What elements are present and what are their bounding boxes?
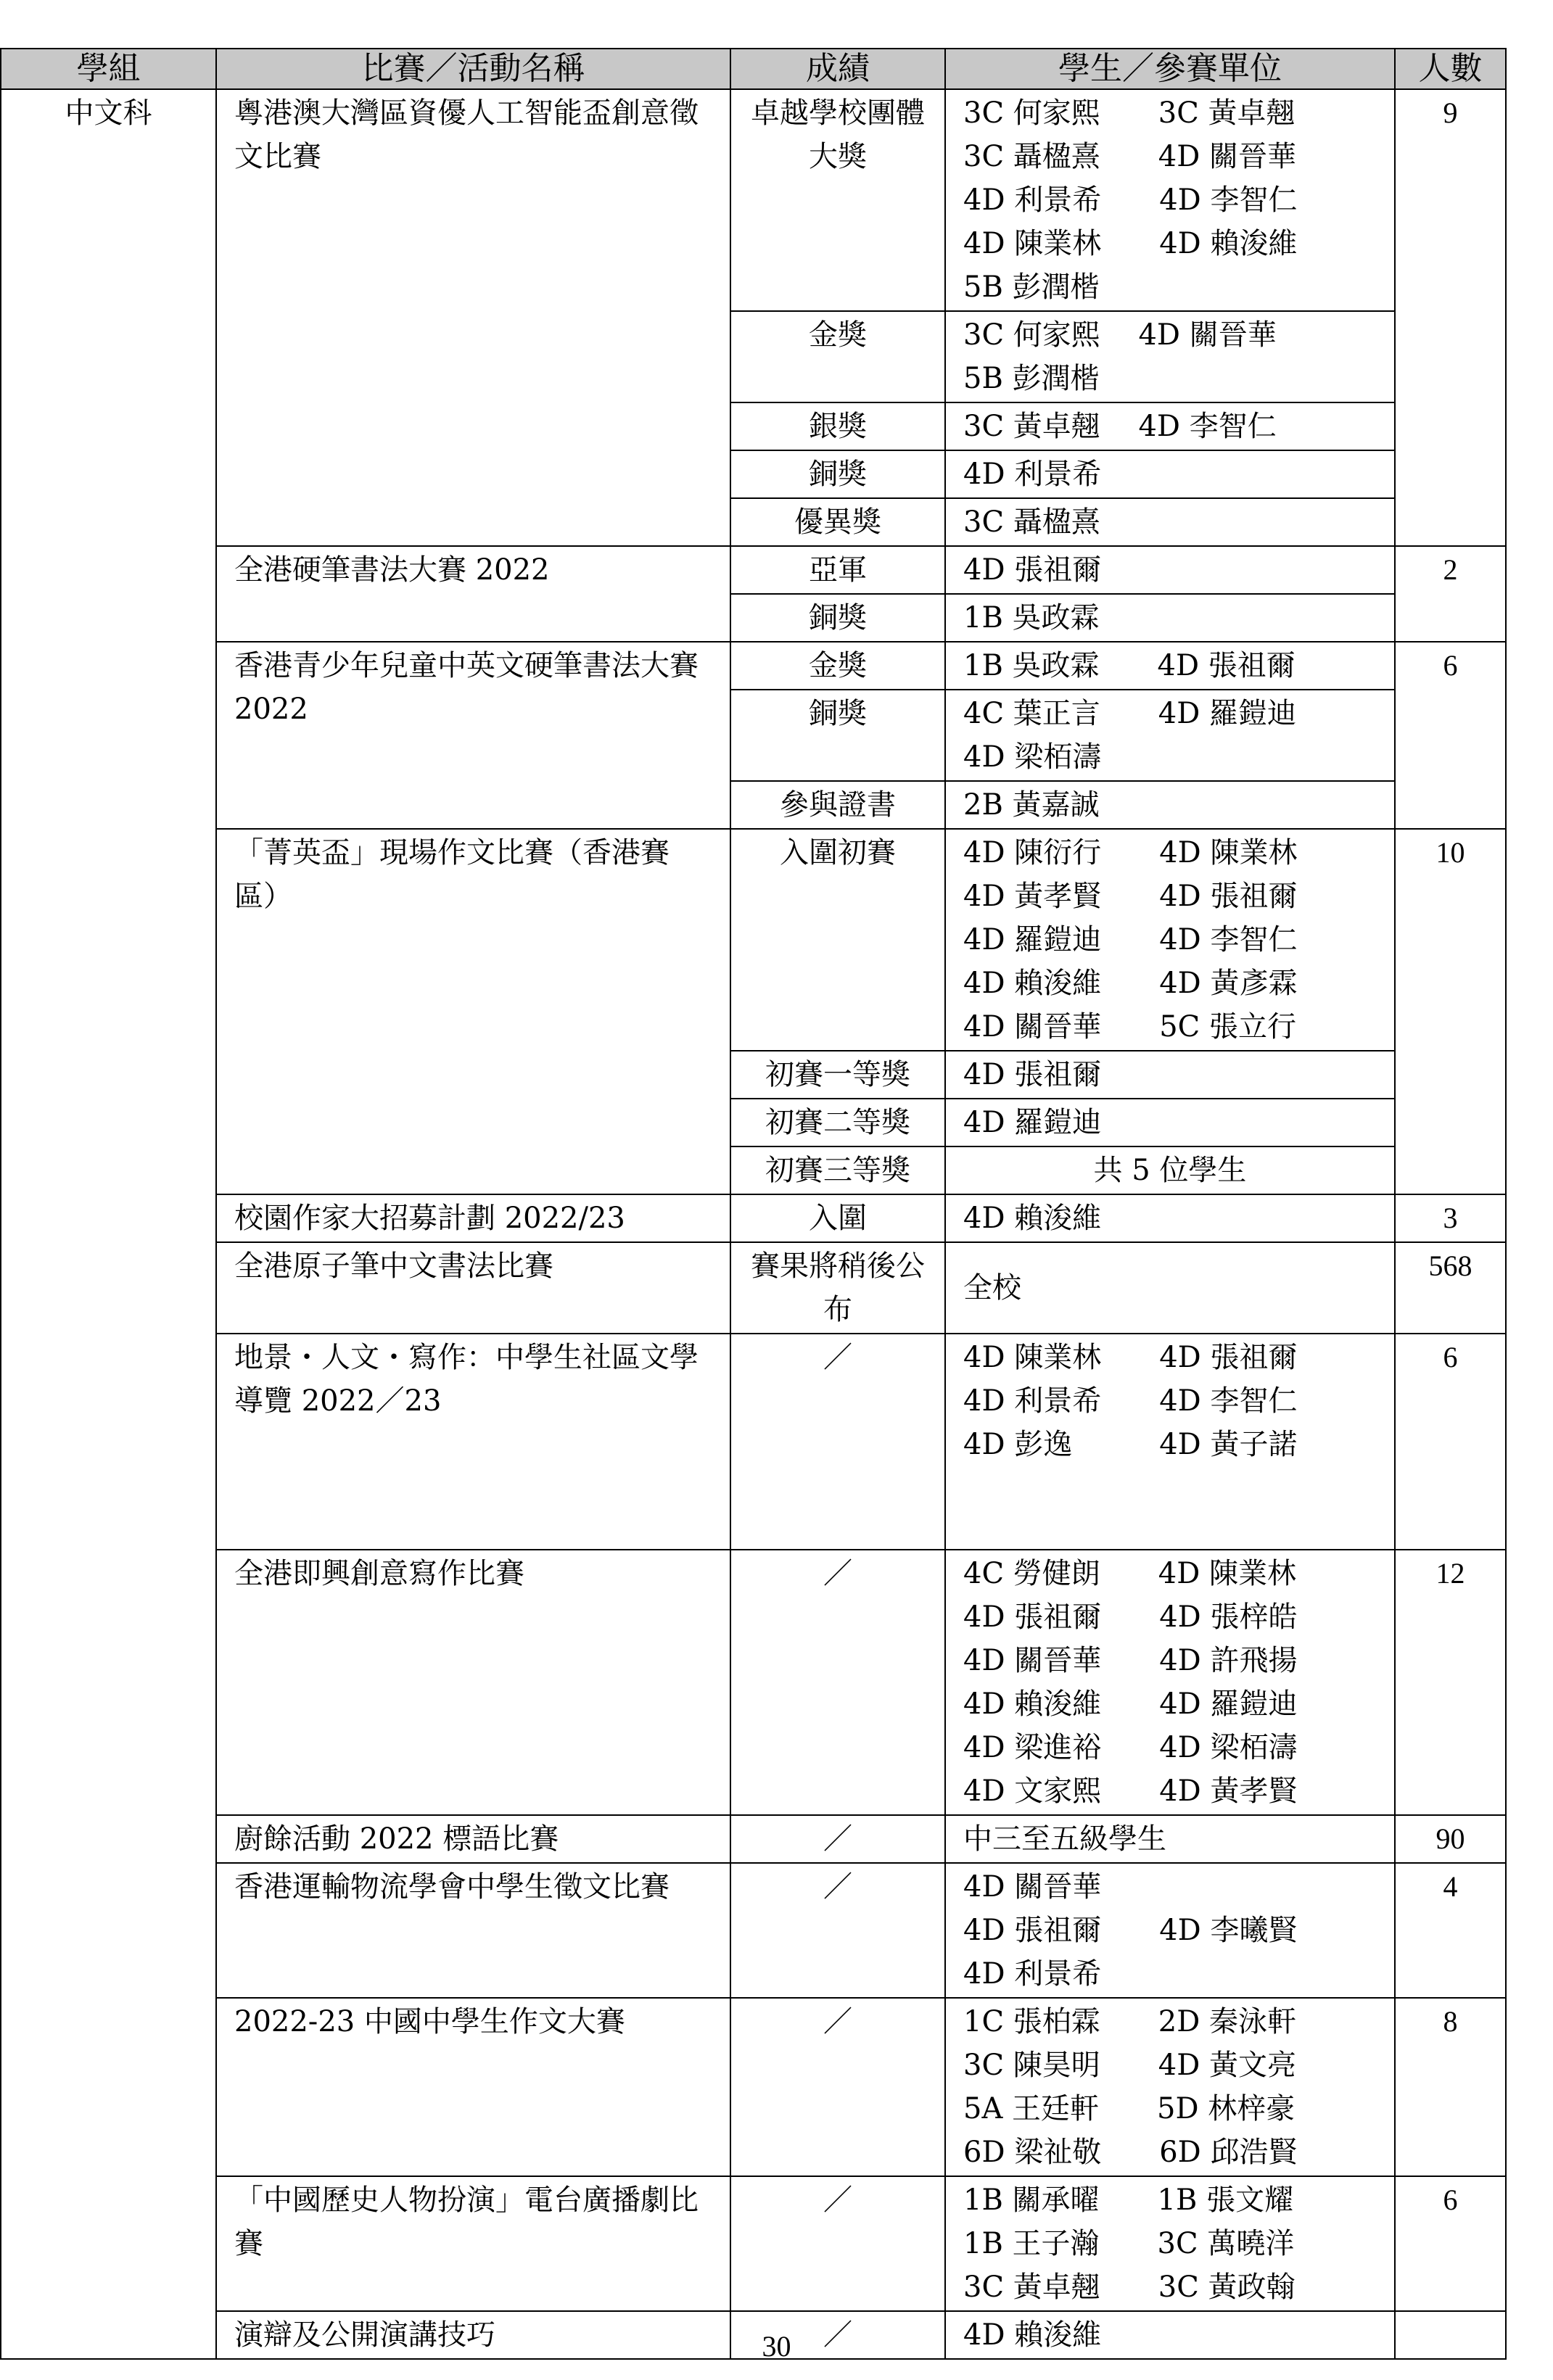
count-cell: 6 <box>1395 2176 1506 2311</box>
student-line: 4D 張祖爾 4D 李曦賢 <box>963 1914 1298 1947</box>
student-line: 2B 黃嘉誠 <box>963 788 1100 822</box>
student-line: 中三至五級學生 <box>963 1822 1166 1856</box>
result-cell: 金獎 <box>730 642 945 690</box>
result-cell: 初賽二等獎 <box>730 1099 945 1146</box>
result-cell: 卓越學校團體大獎 <box>730 89 945 311</box>
activity-name: 粵港澳大灣區資優人工智能盃創意徵文比賽 <box>216 89 730 546</box>
student-line: 6D 梁祉敬 6D 邱浩賢 <box>963 2136 1298 2169</box>
header-group: 學組 <box>1 49 216 89</box>
students-cell <box>945 450 1395 498</box>
result-cell: ／ <box>730 1550 945 1815</box>
student-line: 3C 聶楹熹 <box>963 505 1100 539</box>
table-row <box>1 642 1506 690</box>
count-cell: 12 <box>1395 1550 1506 1815</box>
student-line: 4D 張祖爾 <box>963 1058 1102 1091</box>
student-line: 4D 黃孝賢 4D 張祖爾 <box>963 880 1298 913</box>
students-cell <box>945 829 1395 1051</box>
table-row <box>1 1334 1506 1550</box>
table-row <box>1 89 1506 311</box>
result-cell: 銅獎 <box>730 690 945 781</box>
students-cell <box>945 2176 1395 2311</box>
awards-table <box>0 48 1507 2360</box>
student-line: 4D 關晉華 4D 許飛揚 <box>963 1644 1298 1677</box>
student-line: 3C 何家熙 3C 黃卓翹 <box>963 96 1295 130</box>
student-line: 4D 張祖爾 <box>963 553 1102 587</box>
student-line: 4D 羅鎧迪 <box>963 1106 1102 1139</box>
activity-name: 演辯及公開演講技巧 <box>216 2311 730 2359</box>
student-line: 1C 張柏霖 2D 秦泳軒 <box>963 2005 1297 2038</box>
students-cell <box>945 1099 1395 1146</box>
activity-name: 2022-23 中國中學生作文大賽 <box>216 1998 730 2176</box>
student-line: 4D 陳業林 4D 張祖爾 <box>963 1341 1298 1374</box>
result-cell: 入圍 <box>730 1194 945 1242</box>
students-cell <box>945 1863 1395 1998</box>
group-cell: 中文科 <box>1 89 216 2359</box>
student-line: 5B 彭潤楷 <box>963 362 1100 395</box>
student-line: 4D 利景希 4D 李智仁 <box>963 1384 1298 1418</box>
student-line: 4D 利景希 4D 李智仁 <box>963 183 1298 217</box>
student-line: 4D 梁進裕 4D 梁栢濤 <box>963 1731 1298 1764</box>
count-cell: 8 <box>1395 1998 1506 2176</box>
students-cell <box>945 690 1395 781</box>
table-row <box>1 2176 1506 2311</box>
activity-name: 「菁英盃」現場作文比賽（香港賽區） <box>216 829 730 1194</box>
result-cell: 初賽三等獎 <box>730 1146 945 1194</box>
count-cell: 568 <box>1395 1242 1506 1334</box>
count-cell: 3 <box>1395 1194 1506 1242</box>
header-count: 人數 <box>1395 49 1506 89</box>
students-cell <box>945 1815 1395 1863</box>
students-cell <box>945 1194 1395 1242</box>
count-cell: 6 <box>1395 1334 1506 1550</box>
students-cell <box>945 311 1395 402</box>
result-cell: 銀獎 <box>730 402 945 450</box>
result-cell: ／ <box>730 1998 945 2176</box>
header-result: 成績 <box>730 49 945 89</box>
header-activity: 比賽／活動名稱 <box>216 49 730 89</box>
students-cell <box>945 1242 1395 1334</box>
count-cell: 9 <box>1395 89 1506 546</box>
student-line: 4D 賴浚維 4D 黃彥霖 <box>963 967 1298 1000</box>
student-line: 4D 賴浚維 4D 羅鎧迪 <box>963 1687 1298 1721</box>
page-number: 30 <box>762 2330 791 2363</box>
table-row <box>1 1863 1506 1998</box>
student-line: 3C 何家熙 4D 關晉華 <box>963 318 1277 352</box>
table-row <box>1 1550 1506 1815</box>
result-cell: ／ <box>730 1815 945 1863</box>
activity-name: 校園作家大招募計劃 2022/23 <box>216 1194 730 1242</box>
table-header-row <box>1 49 1506 89</box>
activity-name: 廚餘活動 2022 標語比賽 <box>216 1815 730 1863</box>
result-cell: 金獎 <box>730 311 945 402</box>
activity-name: 香港青少年兒童中英文硬筆書法大賽 2022 <box>216 642 730 829</box>
students-cell <box>945 1998 1395 2176</box>
student-line: 4D 關晉華 <box>963 1870 1102 1904</box>
activity-name: 全港原子筆中文書法比賽 <box>216 1242 730 1334</box>
student-line: 4D 陳衍行 4D 陳業林 <box>963 836 1298 869</box>
student-line: 4D 關晉華 5C 張立行 <box>963 1010 1297 1044</box>
table-row <box>1 829 1506 1051</box>
result-cell: ／ <box>730 2311 945 2359</box>
table-row <box>1 1242 1506 1334</box>
student-line: 4D 利景希 <box>963 1957 1102 1991</box>
student-line: 5A 王廷軒 5D 林梓豪 <box>963 2092 1295 2125</box>
result-cell: 參與證書 <box>730 781 945 829</box>
students-cell <box>945 402 1395 450</box>
students-cell <box>945 546 1395 594</box>
students-cell <box>945 1051 1395 1099</box>
student-line: 4D 彭逸 4D 黃子諾 <box>963 1428 1298 1461</box>
student-line: 1B 關承曜 1B 張文耀 <box>963 2183 1294 2217</box>
student-line: 3C 黃卓翹 4D 李智仁 <box>963 410 1277 443</box>
student-line: 4D 梁栢濤 <box>963 740 1102 774</box>
table-row <box>1 1194 1506 1242</box>
table-row <box>1 546 1506 594</box>
result-cell: 銅獎 <box>730 594 945 642</box>
students-cell <box>945 1334 1395 1550</box>
student-line: 全校 <box>963 1271 1021 1305</box>
header-students: 學生／參賽單位 <box>945 49 1395 89</box>
result-cell: ／ <box>730 2176 945 2311</box>
students-cell <box>945 781 1395 829</box>
student-line: 4D 賴浚維 <box>963 2318 1102 2352</box>
student-line: 5B 彭潤楷 <box>963 270 1100 304</box>
result-cell: 亞軍 <box>730 546 945 594</box>
table-row <box>1 1998 1506 2176</box>
student-line: 3C 聶楹熹 4D 關晉華 <box>963 140 1297 173</box>
student-line: 4C 葉正言 4D 羅鎧迪 <box>963 697 1297 730</box>
result-cell: 銅獎 <box>730 450 945 498</box>
table-row <box>1 1815 1506 1863</box>
result-cell: ／ <box>730 1334 945 1550</box>
count-cell: 4 <box>1395 1863 1506 1998</box>
student-line: 1B 吳政霖 <box>963 601 1100 635</box>
result-cell: ／ <box>730 1863 945 1998</box>
student-line: 1B 吳政霖 4D 張祖爾 <box>963 649 1295 682</box>
count-cell: 90 <box>1395 1815 1506 1863</box>
student-line: 3C 黃卓翹 3C 黃政翰 <box>963 2270 1295 2304</box>
result-cell: 入圍初賽 <box>730 829 945 1051</box>
student-line: 4D 賴浚維 <box>963 1202 1102 1235</box>
student-line: 共 5 位學生 <box>1093 1154 1247 1187</box>
students-cell <box>945 498 1395 546</box>
student-line: 4D 文家熙 4D 黃孝賢 <box>963 1774 1298 1808</box>
students-cell <box>945 1550 1395 1815</box>
result-cell: 賽果將稍後公布 <box>730 1242 945 1334</box>
result-cell: 初賽一等獎 <box>730 1051 945 1099</box>
students-cell <box>945 1146 1395 1194</box>
student-line: 4D 羅鎧迪 4D 李智仁 <box>963 923 1298 956</box>
student-line: 4D 陳業林 4D 賴浚維 <box>963 227 1298 260</box>
students-cell <box>945 642 1395 690</box>
count-cell: 6 <box>1395 642 1506 829</box>
activity-name: 全港即興創意寫作比賽 <box>216 1550 730 1815</box>
students-cell <box>945 594 1395 642</box>
count-cell: 2 <box>1395 546 1506 642</box>
activity-name: 「中國歷史人物扮演」電台廣播劇比賽 <box>216 2176 730 2311</box>
student-line: 4D 利景希 <box>963 458 1102 491</box>
count-cell: 10 <box>1395 829 1506 1194</box>
student-line: 4C 勞健朗 4D 陳業林 <box>963 1557 1297 1590</box>
activity-name: 地景・人文・寫作：中學生社區文學導覽 2022／23 <box>216 1334 730 1550</box>
activity-name: 香港運輸物流學會中學生徵文比賽 <box>216 1863 730 1998</box>
result-cell: 優異獎 <box>730 498 945 546</box>
students-cell <box>945 89 1395 311</box>
student-line: 1B 王子瀚 3C 萬曉洋 <box>963 2227 1295 2260</box>
student-line: 3C 陳昊明 4D 黃文亮 <box>963 2049 1297 2082</box>
activity-name: 全港硬筆書法大賽 2022 <box>216 546 730 642</box>
student-line: 4D 張祖爾 4D 張梓皓 <box>963 1600 1298 1634</box>
